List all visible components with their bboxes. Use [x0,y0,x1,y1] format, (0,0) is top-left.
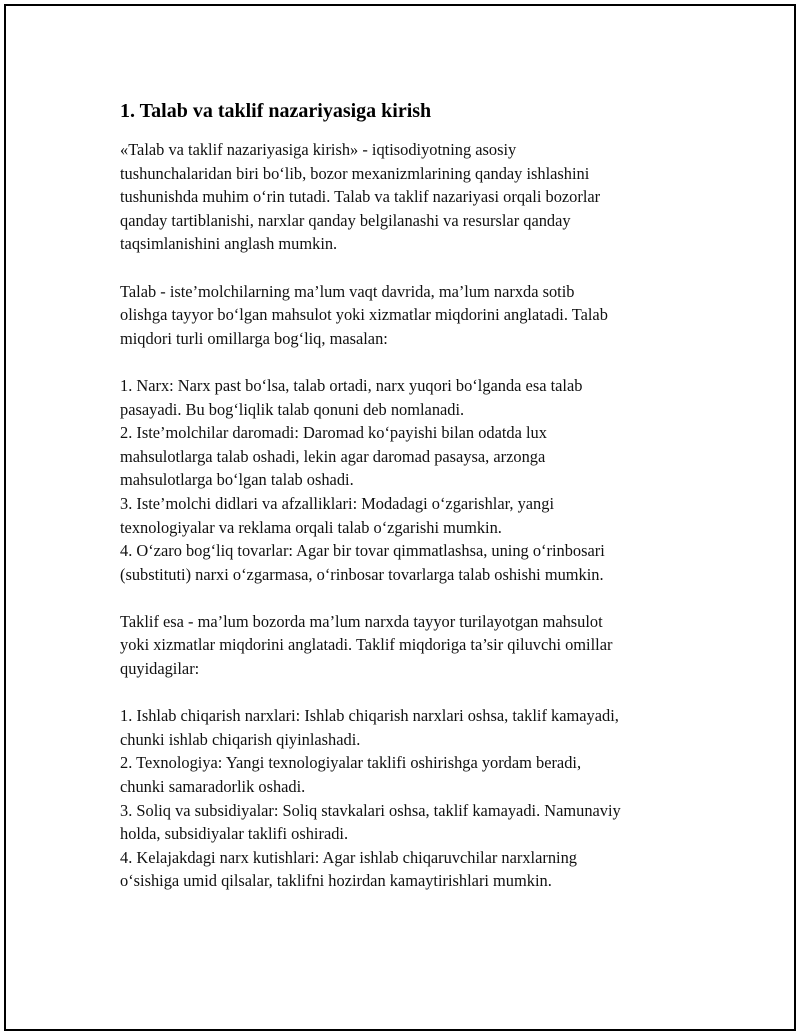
text-line: quyidagilar: [120,659,200,679]
document-content [120,98,700,917]
section-heading: 1. Talab va taklif nazariyasiga kirish [120,100,432,122]
text-line: tushunishda muhim o‘rin tutadi. Talab va taklif nazariyasi orqali bozorlar [120,187,601,207]
text-line: Taklif esa - ma’lum bozorda ma’lum narxda tayyor turilayotgan mahsulot [120,611,603,631]
text-line: 3. Iste’molchi didlari va afzalliklari: Modadagi o‘zgarishlar, yangi [120,493,554,513]
paragraph-demand-factors [120,374,700,586]
text-line: (substituti) narxi o‘zgarmasa, o‘rinbosar tovarlarga talab oshishi mumkin. [120,564,604,584]
paragraph-supply-definition [120,610,700,681]
text-line: 4. Kelajakdagi narx kutishlari: Agar ishlab chiqaruvchilar narxlarning [120,847,577,867]
text-line: qanday tartiblanishi, narxlar qanday belgilanashi va resurslar qanday [120,210,571,230]
text-line: chunki ishlab chiqarish qiyinlashadi. [120,729,361,749]
text-line: mahsulotlarga talab oshadi, lekin agar daromad pasaysa, arzonga [120,446,546,466]
text-line: olishga tayyor bo‘lgan mahsulot yoki xizmatlar miqdorini anglatadi. Talab [120,305,608,325]
text-line: «Talab va taklif nazariyasiga kirish» - iqtisodiyotning asosiy [120,140,517,159]
text-line: miqdori turli omillarga bog‘liq, masalan: [120,328,388,348]
text-line: pasayadi. Bu bog‘liqlik talab qonuni deb nomlanadi. [120,399,465,419]
paragraph-intro [120,138,700,256]
text-line: 4. O‘zaro bog‘liq tovarlar: Agar bir tovar qimmatlashsa, uning o‘rinbosari [120,541,605,561]
text-line: 2. Iste’molchilar daromadi: Daromad ko‘payishi bilan odatda lux [120,423,547,443]
text-line: 1. Ishlab chiqarish narxlari: Ishlab chiqarish narxlari oshsa, taklif kamayadi, [120,706,619,726]
paragraph-supply-factors [120,704,700,893]
text-line: texnologiyalar va reklama orqali talab o‘zgarishi mumkin. [120,517,502,537]
document-page [4,4,796,1031]
text-line: mahsulotlarga bo‘lgan talab oshadi. [120,470,354,490]
paragraph-demand-definition [120,280,700,351]
text-line: chunki samaradorlik oshadi. [120,777,306,797]
text-line: Talab - iste’molchilarning ma’lum vaqt davrida, ma’lum narxda sotib [120,281,575,301]
text-line: o‘sishiga umid qilsalar, taklifni hozirdan kamaytirishlari mumkin. [120,871,552,891]
text-line: 2. Texnologiya: Yangi texnologiyalar taklifi oshirishga yordam beradi, [120,753,582,773]
text-line: 1. Narx: Narx past bo‘lsa, talab ortadi, narx yuqori bo‘lganda esa talab [120,375,583,395]
text-line: holda, subsidiyalar taklifi oshiradi. [120,824,349,844]
text-line: tushunchalaridan biri bo‘lib, bozor mexanizmlarining qanday ishlashini [120,163,590,183]
text-line: 3. Soliq va subsidiyalar: Soliq stavkalari oshsa, taklif kamayadi. Namunaviy [120,800,621,820]
text-line: taqsimlanishini anglash mumkin. [120,234,338,254]
text-line: yoki xizmatlar miqdorini anglatadi. Taklif miqdoriga ta’sir qiluvchi omillar [120,635,613,655]
